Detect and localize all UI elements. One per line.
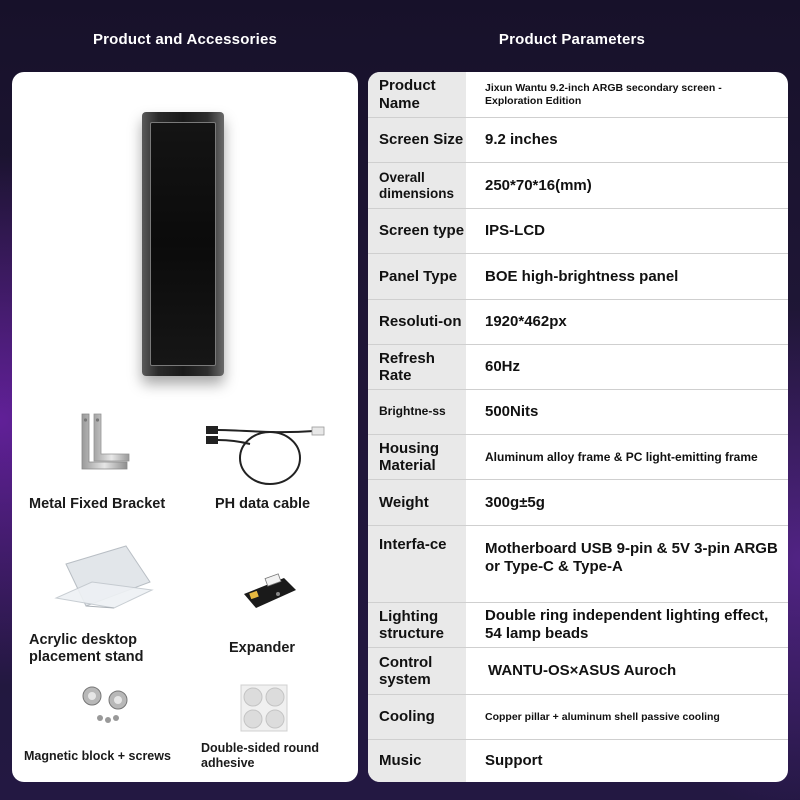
round-adhesive-icon	[240, 684, 288, 732]
param-label: Screen type	[379, 222, 465, 240]
accessory-label-adhesive: Double-sided round adhesive	[201, 741, 320, 770]
param-row-lighting	[368, 603, 788, 648]
param-label: Brightne-ss	[379, 404, 446, 419]
accessory-label-magnets: Magnetic block + screws	[24, 749, 171, 763]
param-row-screen-size	[368, 118, 788, 163]
param-row-panel-type	[368, 254, 788, 300]
param-value: Aluminum alloy frame & PC light-emitting frame	[485, 449, 758, 464]
param-value: IPS-LCD	[485, 222, 545, 239]
data-cable-icon	[202, 416, 332, 488]
param-label: Product Name	[379, 77, 436, 112]
param-row-resolution	[368, 300, 788, 345]
accessory-label-bracket: Metal Fixed Bracket	[29, 496, 166, 512]
param-label: Resoluti-on	[379, 313, 462, 331]
param-value: Copper pillar + aluminum shell passive cooling	[485, 710, 720, 723]
secondary-screen-product-image	[142, 112, 224, 376]
param-value: Jixun Wantu 9.2-inch ARGB secondary screen - Exploration Edition	[485, 81, 722, 107]
param-label: Overall dimensions	[379, 169, 455, 201]
param-row-dimensions	[368, 163, 788, 209]
param-row-brightness	[368, 390, 788, 435]
param-row-control-system	[368, 648, 788, 695]
param-value: 300g±5g	[485, 493, 545, 511]
param-value: Support	[485, 752, 543, 769]
param-value: Motherboard USB 9-pin & 5V 3-pin ARGB or Type-C & Type-A	[485, 540, 778, 575]
param-label: Cooling	[379, 708, 435, 726]
param-label: Refresh Rate	[379, 349, 435, 384]
param-label: Panel Type	[379, 267, 458, 285]
param-row-product-name	[368, 72, 788, 118]
screen-glass	[150, 122, 216, 366]
param-value: 250*70*16(mm)	[485, 176, 592, 194]
param-label: Music	[379, 752, 422, 770]
metal-bracket-icon	[74, 412, 134, 476]
accessory-label-stand: Acrylic desktop placement stand	[29, 632, 144, 666]
param-row-screen-type	[368, 209, 788, 254]
parameters-table	[368, 72, 788, 782]
param-value: 500Nits	[485, 403, 539, 420]
param-row-housing	[368, 435, 788, 480]
param-value: WANTU-OS×ASUS Auroch	[488, 662, 677, 679]
param-value: 60Hz	[485, 358, 521, 375]
param-label: Screen Size	[379, 131, 464, 149]
param-row-music	[368, 740, 788, 782]
param-row-weight	[368, 480, 788, 526]
expander-board-icon	[238, 572, 302, 614]
param-value: 1920*462px	[485, 313, 567, 330]
param-label: Lighting structure	[379, 607, 445, 642]
param-value: Double ring independent lighting effect, 54 lamp beads	[485, 607, 769, 642]
accessories-heading: Product and Accessories	[92, 31, 278, 48]
param-label: Interfa-ce	[379, 536, 447, 553]
param-row-cooling	[368, 695, 788, 740]
param-value: BOE high-brightness panel	[485, 267, 679, 285]
accessory-label-cable: PH data cable	[215, 496, 311, 512]
param-value: 9.2 inches	[485, 131, 558, 148]
param-label: Housing Material	[379, 439, 439, 474]
magnet-screws-icon	[78, 684, 142, 728]
acrylic-stand-icon	[52, 542, 162, 622]
parameters-heading: Product Parameters	[498, 31, 646, 48]
accessory-label-expander: Expander	[229, 640, 296, 656]
param-label: Control system	[379, 653, 433, 688]
param-label: Weight	[379, 493, 429, 511]
accessories-panel	[12, 72, 358, 782]
param-row-refresh-rate	[368, 345, 788, 390]
param-row-interface	[368, 526, 788, 603]
